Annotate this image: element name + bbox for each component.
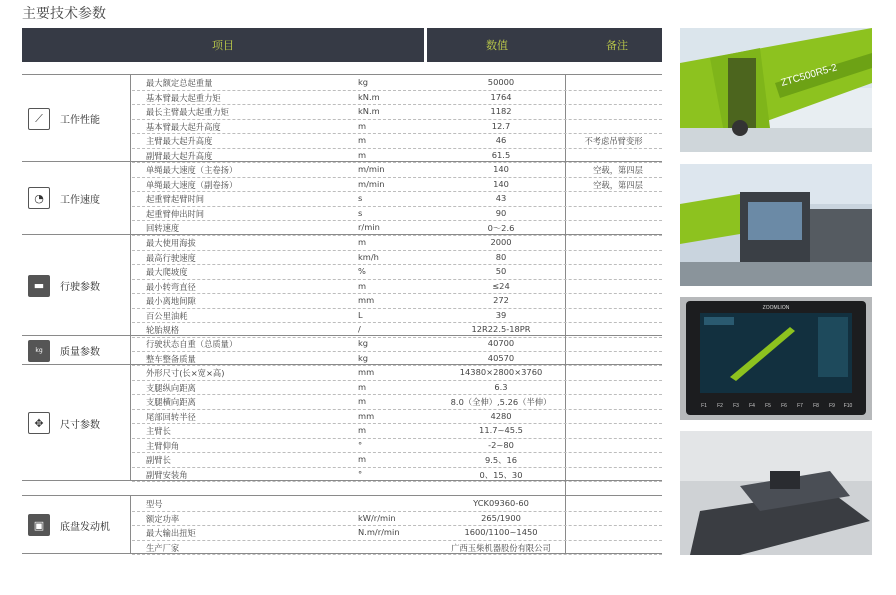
param-unit: s: [358, 207, 363, 218]
function-key-label: F8: [813, 403, 819, 409]
weight-icon-text: kg: [35, 347, 43, 354]
function-key-label: F9: [829, 403, 835, 409]
table-row: [132, 264, 662, 280]
section-label-text: 尺寸参数: [60, 419, 100, 431]
table-row: [132, 438, 662, 454]
param-name: 最小离地间隙: [146, 296, 196, 306]
table-bottom-border: [22, 553, 662, 554]
table-row: [132, 380, 662, 396]
table-row: [132, 104, 662, 120]
param-name: 最高行驶速度: [146, 252, 196, 263]
param-unit: mm: [358, 410, 375, 421]
param-value: 40700: [487, 338, 515, 348]
spec-section: [22, 335, 662, 365]
param-name: 主臂最大起升高度: [146, 136, 213, 146]
param-unit: kg: [358, 352, 369, 363]
param-value: 46: [495, 135, 507, 145]
header-remark-label: 备注: [606, 39, 628, 52]
function-key-label: F7: [797, 403, 803, 409]
param-name: 最大额定总起重量: [146, 78, 213, 88]
param-name: 最大输出扭矩: [146, 528, 196, 538]
param-value: 140: [493, 178, 509, 189]
param-value: 39: [495, 309, 507, 320]
param-name: 副臂最大起升高度: [146, 150, 213, 161]
spec-section: [22, 74, 662, 162]
param-value: 90: [495, 207, 507, 218]
table-row: [132, 394, 662, 410]
param-value: 9.5、16: [484, 455, 518, 465]
column-divider: [130, 365, 131, 481]
param-unit: m: [358, 425, 367, 435]
param-name: 基本臂最大起升高度: [146, 121, 221, 132]
param-unit: m: [358, 396, 367, 406]
cab-interior-photo: [680, 431, 872, 555]
param-name: 副臂安装角: [146, 469, 188, 480]
param-unit: mm: [358, 295, 375, 305]
speedometer-icon: ◔: [28, 187, 50, 209]
boom-icon: ⟋: [28, 108, 50, 130]
param-unit: kW/r/min: [358, 512, 396, 523]
param-value: -2~80: [488, 439, 514, 450]
section-label: [22, 496, 129, 554]
param-value: 1764: [490, 91, 512, 102]
column-divider: [130, 162, 131, 235]
section-label-text: 工作性能: [60, 115, 100, 126]
param-value: 40570: [487, 352, 515, 363]
table-row: [132, 409, 662, 425]
table-row: [132, 75, 662, 91]
param-value: 265/1900: [481, 512, 521, 523]
param-name: 回转速度: [146, 223, 180, 233]
param-name: 基本臂最大起重力矩: [146, 92, 221, 103]
column-divider: [130, 235, 131, 337]
param-unit: N.m/r/min: [358, 527, 400, 537]
weight-icon: [28, 340, 50, 362]
param-value: 8.0（全伸）,5.26（半伸）: [450, 397, 552, 407]
param-unit: °: [358, 468, 363, 479]
param-name: 轮胎规格: [146, 325, 180, 335]
param-value: 14380×2800×3760: [459, 367, 543, 377]
param-value: 11.7~45.5: [479, 425, 523, 435]
spec-section: [22, 495, 662, 554]
display-brand-text: ZOOMLION: [762, 305, 790, 311]
param-name: 型号: [146, 499, 163, 509]
dimensions-icon: ✥: [28, 412, 50, 434]
header-item-label: 项目: [212, 39, 234, 52]
engine-icon: ▣: [28, 514, 50, 536]
param-unit: kN.m: [358, 91, 380, 102]
function-key-label: F10: [843, 403, 853, 409]
table-row: [132, 293, 662, 309]
param-value: YCK09360-60: [473, 498, 529, 508]
param-value: 12R22.5-18PR: [471, 324, 531, 334]
table-row: [132, 525, 662, 541]
param-value: 0～2.6: [487, 223, 515, 233]
table-row: [132, 250, 662, 266]
function-key-label: F5: [765, 403, 771, 409]
param-unit: m: [358, 135, 367, 145]
truck-icon: ▬: [28, 275, 50, 297]
param-value: 6.3: [494, 381, 508, 392]
param-unit: /: [358, 324, 361, 334]
param-name: 支腿横向距离: [146, 397, 196, 407]
column-divider: [130, 496, 131, 554]
param-value: 4280: [490, 410, 512, 421]
param-name: 主臂长: [146, 426, 171, 436]
param-unit: m: [358, 381, 367, 392]
param-unit: mm: [358, 367, 375, 377]
param-name: 最小转弯直径: [146, 281, 196, 292]
param-value: 0、15、30: [479, 469, 523, 480]
table-row: [132, 235, 662, 251]
header-value-label: 数值: [486, 39, 508, 52]
param-value: 50000: [487, 77, 515, 87]
param-value: 140: [493, 164, 509, 174]
table-row: [132, 496, 662, 512]
param-unit: kg: [358, 338, 369, 348]
param-name: 行驶状态自重（总质量）: [146, 339, 238, 349]
param-unit: m: [358, 237, 367, 247]
param-name: 主臂仰角: [146, 440, 180, 451]
param-unit: °: [358, 439, 363, 450]
param-value: 1600/1100~1450: [464, 527, 538, 537]
boom-model-text: ZTC500R5-2: [779, 62, 839, 89]
spec-section: [22, 364, 662, 481]
table-row: [132, 90, 662, 106]
section-label: [22, 336, 129, 365]
param-unit: m: [358, 149, 367, 160]
section-label: [22, 235, 129, 337]
page-title: 主要技术参数: [22, 6, 106, 22]
function-key-label: F4: [749, 403, 755, 409]
param-value: 广西玉柴机器股份有限公司: [451, 542, 551, 553]
section-label: [22, 75, 129, 162]
column-divider: [130, 336, 131, 365]
param-value: 61.5: [491, 149, 511, 160]
param-name: 百公里油耗: [146, 310, 188, 321]
table-header-value-remark: [427, 28, 662, 62]
table-row: [132, 365, 662, 381]
param-unit: m/min: [358, 164, 385, 174]
section-spacer: [22, 480, 662, 496]
crane-boom-photo: [680, 28, 872, 152]
function-key-label: F2: [717, 403, 723, 409]
param-unit: L: [358, 309, 363, 320]
table-row: [132, 423, 662, 439]
table-row: [132, 177, 662, 193]
param-name: 最大爬坡度: [146, 267, 188, 277]
param-unit: r/min: [358, 222, 380, 232]
table-row: [132, 308, 662, 324]
merged-remark: 不考虑吊臂变形: [584, 136, 643, 146]
table-row: [132, 206, 662, 222]
param-name: 最大使用海拔: [146, 238, 196, 248]
param-name: 额定功率: [146, 513, 180, 524]
param-name: 副臂长: [146, 455, 171, 465]
param-unit: m/min: [358, 178, 385, 189]
param-unit: s: [358, 193, 363, 203]
table-row: [132, 511, 662, 527]
param-unit: kg: [358, 77, 369, 87]
param-name: 单绳最大速度（主卷扬）: [146, 165, 238, 175]
section-label-text: 行驶参数: [60, 282, 100, 294]
param-name: 单绳最大速度（副卷扬）: [146, 179, 238, 190]
spec-section: [22, 234, 662, 337]
crane-cab-photo: [680, 164, 872, 286]
table-row: [132, 119, 662, 135]
param-unit: kN.m: [358, 106, 380, 116]
param-name: 最长主臂最大起重力矩: [146, 107, 229, 117]
function-key-label: F3: [733, 403, 739, 409]
section-label-text: 工作速度: [60, 194, 100, 206]
param-name: 支腿纵向距离: [146, 382, 196, 393]
function-key-label: F6: [781, 403, 787, 409]
param-unit: km/h: [358, 251, 379, 262]
column-divider: [130, 75, 131, 162]
section-label-text: 质量参数: [60, 347, 100, 358]
param-value: 50: [495, 266, 507, 276]
function-key-label: F1: [701, 403, 707, 409]
param-value: 43: [495, 193, 507, 203]
section-label: [22, 162, 129, 235]
param-value: 80: [495, 251, 507, 262]
section-label: [22, 365, 129, 481]
table-row: [132, 336, 662, 352]
table-header-item: [22, 28, 424, 62]
param-value: ≤24: [492, 280, 510, 291]
column-divider: [565, 481, 566, 496]
param-remark: 空载，第四层: [593, 179, 643, 190]
spec-section: [22, 161, 662, 235]
param-remark: 空载，第四层: [593, 165, 643, 175]
section-label-text: 底盘发动机: [60, 521, 110, 533]
param-unit: m: [358, 454, 367, 464]
param-value: 1182: [490, 106, 512, 116]
param-value: 12.7: [491, 120, 511, 131]
param-name: 整车整备质量: [146, 353, 196, 364]
param-name: 起重臂伸出时间: [146, 208, 205, 219]
param-value: 2000: [490, 237, 512, 247]
param-unit: m: [358, 120, 367, 131]
table-row: [132, 191, 662, 207]
table-row: [132, 162, 662, 178]
table-row: [132, 279, 662, 295]
param-unit: %: [358, 266, 366, 276]
param-unit: m: [358, 280, 367, 291]
param-name: 生产厂家: [146, 542, 180, 553]
display-screen-photo: [680, 297, 872, 420]
param-name: 尾部回转半径: [146, 411, 196, 422]
param-name: 起重臂起臂时间: [146, 194, 205, 204]
param-value: 272: [493, 295, 509, 305]
table-row: [132, 452, 662, 468]
param-name: 外形尺寸(长×宽×高): [146, 368, 225, 378]
